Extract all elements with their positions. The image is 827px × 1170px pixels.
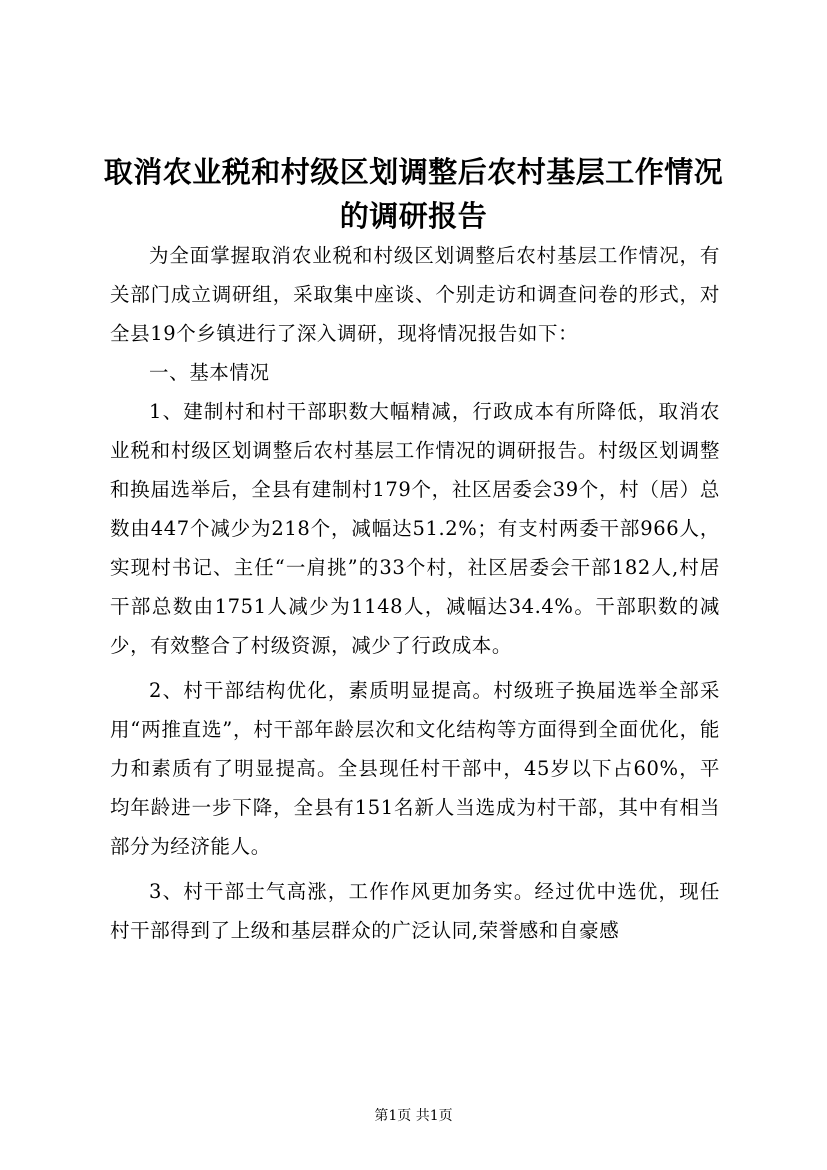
page-footer: 第1页 共1页 xyxy=(374,1108,453,1124)
section-heading: 一、基本情况 xyxy=(149,361,270,384)
intro-paragraph: 为全面掌握取消农业税和村级区划调整后农村基层工作情况，有关部门成立调研组，采取集中座谈、个别走访和调查问卷的形式，对全县19个乡镇进行了深入调研，现将情况报告如下： xyxy=(110,244,720,345)
body-paragraph-2: 2、村干部结构优化，素质明显提高。村级班子换届选举全部采用“两推直选”，村干部年龄层次和文化结构等方面得到全面优化，能力和素质有了明显提高。全县现任村干部中，45岁以下占60%，平均年龄进一步下降，全县有151名新人当选成为村干部，其中有相当部分为经济能人。 xyxy=(110,679,720,858)
document-body xyxy=(110,236,720,950)
document-title: 取消农业税和村级区划调整后农村基层工作情况的调研报告 xyxy=(103,155,724,233)
body-paragraph-1: 1、建制村和村干部职数大幅精减，行政成本有所降低，取消农业税和村级区划调整后农村基层工作情况的调研报告。村级区划调整和换届选举后，全县有建制村179个，社区居委会39个，村（居）总数由447个减少为218个，减幅达51.2%；有支村两委干部966人，实现村书记、主任“一肩挑”的33个村，社区居委会干部182人,村居干部总数由1751人减少为1148人，减幅达34.4%。干部职数的减少，有效整合了村级资源，减少了行政成本。 xyxy=(110,400,720,657)
body-paragraph-3: 3、村干部士气高涨，工作作风更加务实。经过优中选优，现任村干部得到了上级和基层群众的广泛认同,荣誉感和自豪感 xyxy=(110,880,720,942)
